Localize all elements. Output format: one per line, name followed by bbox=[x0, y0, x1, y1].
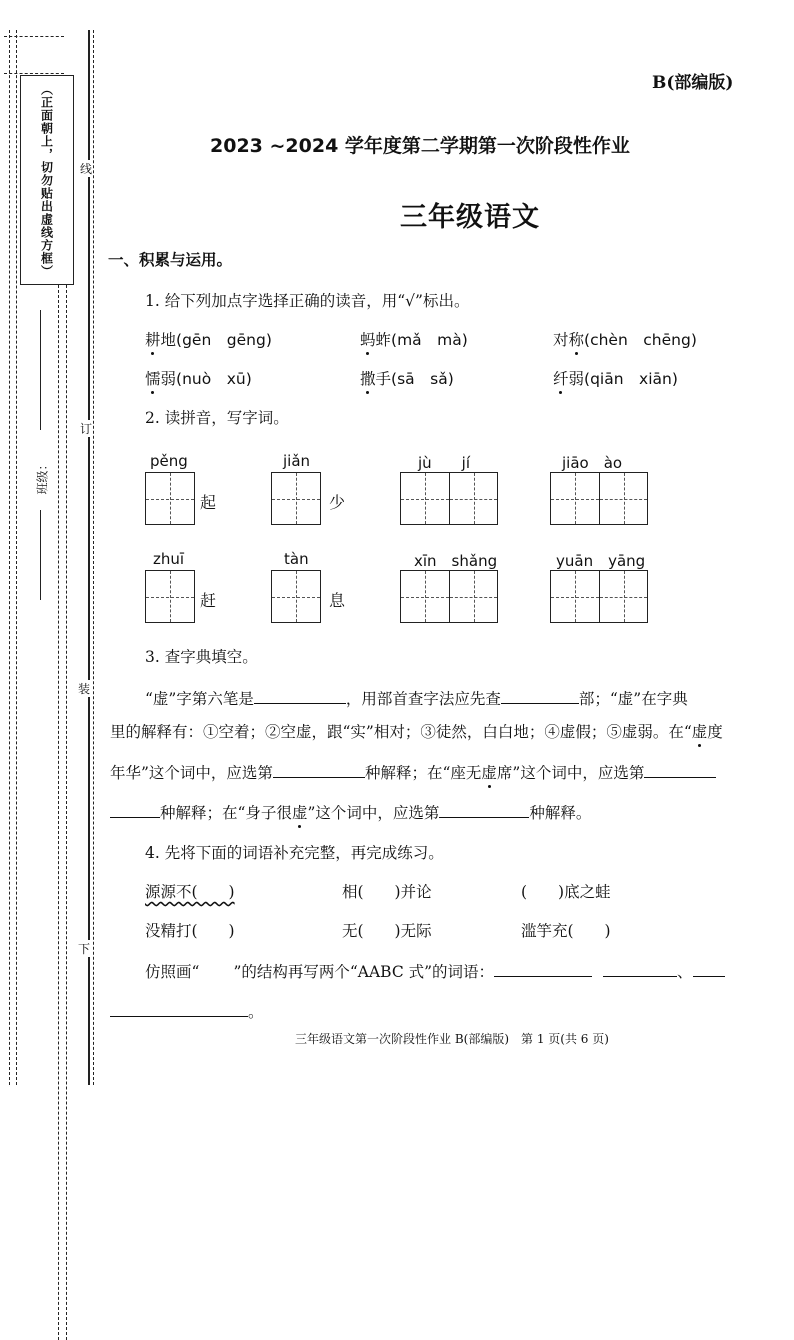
binding-mark-zhuang: 装 bbox=[78, 682, 91, 696]
exam-title: 2023 ~2024 学年度第二学期第一次阶段性作业 bbox=[210, 135, 630, 157]
q4-prompt: 4. 先将下面的词语补充完整，再完成练习。 bbox=[145, 844, 444, 862]
subject-title: 三年级语文 bbox=[400, 202, 540, 233]
writing-grid[interactable] bbox=[271, 472, 321, 525]
name-line bbox=[40, 310, 41, 430]
word-rest: 地 bbox=[160, 331, 177, 349]
text: 种解释。 bbox=[529, 804, 592, 822]
binding-mark-line: 线 bbox=[80, 162, 93, 176]
section-title: 一、积累与运用。 bbox=[108, 250, 233, 269]
dotted-char: 虚 bbox=[691, 723, 708, 741]
text: 里的解释有：①空着；②空虚，跟“实”相对；③徒然，白白地；④虚假；⑤虚弱。在“ bbox=[110, 723, 692, 741]
text: 年华”这个词中，应选第 bbox=[110, 764, 273, 782]
dotted-char: 虚 bbox=[291, 804, 308, 822]
q1-item bbox=[553, 328, 697, 350]
binding-dash-line bbox=[66, 285, 67, 1340]
binding-dash-line bbox=[93, 30, 94, 1085]
q1-item bbox=[360, 367, 454, 389]
dotted-char: 虚 bbox=[481, 764, 497, 782]
pinyin-options: (chèn chēng) bbox=[584, 331, 697, 349]
pinyin-options: (gēn gēng) bbox=[176, 331, 272, 349]
pinyin-label: pěng bbox=[150, 452, 188, 470]
word-rest: 蚱 bbox=[375, 331, 392, 349]
grid-suffix: 起 bbox=[200, 493, 217, 512]
q3-line4 bbox=[110, 801, 591, 823]
idiom-item[interactable]: 滥竽充( ) bbox=[521, 922, 611, 940]
q1-item bbox=[145, 367, 252, 389]
answer-blank[interactable] bbox=[693, 962, 725, 977]
pinyin-options: (sā sǎ) bbox=[391, 370, 454, 388]
q3-line1 bbox=[145, 687, 688, 709]
pinyin-options: (mǎ mà) bbox=[391, 331, 468, 349]
text: ”这个词中，应选第 bbox=[307, 804, 440, 822]
edition-label: B(部编版) bbox=[652, 73, 734, 93]
pinyin-options: (nuò xū) bbox=[176, 370, 252, 388]
q1-item bbox=[360, 328, 468, 350]
writing-grid[interactable] bbox=[550, 472, 648, 525]
idiom-item[interactable]: ( )底之蛙 bbox=[521, 883, 611, 901]
text: 度 bbox=[707, 723, 723, 741]
q1-item bbox=[553, 367, 678, 389]
answer-blank[interactable] bbox=[110, 803, 160, 818]
idiom-item[interactable]: 没精打( ) bbox=[145, 922, 235, 940]
dotted-char: 耕 bbox=[145, 331, 161, 349]
word-pre: 对 bbox=[553, 331, 569, 349]
binding-dash-line bbox=[58, 285, 59, 1340]
text: 席”这个词中，应选第 bbox=[496, 764, 645, 782]
idiom-wavy[interactable]: 源源不( ) bbox=[145, 883, 235, 901]
text: “虚”字第六笔是 bbox=[145, 690, 254, 708]
q3-prompt: 3. 查字典填空。 bbox=[145, 648, 258, 666]
binding-mark-ding: 订 bbox=[80, 422, 93, 436]
binding-dash-line bbox=[16, 30, 17, 1085]
q1-prompt: 1. 给下列加点字选择正确的读音，用“√”标出。 bbox=[145, 292, 470, 310]
q3-line3 bbox=[110, 761, 716, 783]
binding-dash-line bbox=[9, 30, 10, 1085]
pinyin-label: yuān yāng bbox=[556, 552, 646, 570]
sticker-box-text: （正面朝上，切勿贴出虚线方框） bbox=[39, 82, 54, 278]
word-rest: 手 bbox=[375, 370, 392, 388]
idiom-item[interactable]: 无( )无际 bbox=[342, 922, 432, 940]
answer-blank[interactable] bbox=[110, 1002, 248, 1017]
text: 种解释；在“身子很 bbox=[160, 804, 292, 822]
text: 。 bbox=[248, 1003, 264, 1021]
answer-blank[interactable] bbox=[603, 962, 677, 977]
q4-tail bbox=[145, 960, 725, 982]
pinyin-label: xīn shǎng bbox=[414, 552, 498, 570]
pinyin-label: zhuī bbox=[153, 550, 185, 568]
pinyin-label: jiāo ào bbox=[562, 454, 623, 472]
answer-blank[interactable] bbox=[273, 763, 365, 778]
grid-suffix: 少 bbox=[329, 493, 346, 512]
q2-prompt: 2. 读拼音，写字词。 bbox=[145, 409, 289, 427]
binding-mark-xia: 下 bbox=[78, 942, 91, 956]
q1-item bbox=[145, 328, 272, 350]
dotted-char: 称 bbox=[568, 331, 585, 349]
pinyin-options: (qiān xiān) bbox=[584, 370, 678, 388]
grid-suffix: 赶 bbox=[200, 591, 217, 610]
q4-tail-2 bbox=[110, 1000, 264, 1022]
idiom-item[interactable]: 相( )并论 bbox=[342, 883, 432, 901]
answer-blank[interactable] bbox=[501, 689, 579, 704]
answer-blank[interactable] bbox=[439, 803, 529, 818]
text: 仿照画“ bbox=[145, 963, 200, 981]
sticker-box bbox=[20, 75, 74, 285]
wavy-sample bbox=[199, 963, 233, 981]
writing-grid[interactable] bbox=[145, 570, 195, 623]
q3-line2 bbox=[110, 720, 723, 742]
dotted-char: 纤 bbox=[553, 370, 569, 388]
text: ，用部首查字法应先查 bbox=[345, 690, 501, 708]
binding-solid-line bbox=[88, 30, 90, 1085]
writing-grid[interactable] bbox=[550, 570, 648, 623]
word-rest: 弱 bbox=[160, 370, 177, 388]
answer-blank[interactable] bbox=[254, 689, 346, 704]
dotted-char: 蚂 bbox=[360, 331, 376, 349]
writing-grid[interactable] bbox=[145, 472, 195, 525]
pinyin-label: tàn bbox=[284, 550, 309, 568]
grid-suffix: 息 bbox=[329, 591, 346, 610]
text: 部；“虚”在字典 bbox=[578, 690, 688, 708]
writing-grid[interactable] bbox=[271, 570, 321, 623]
word-rest: 弱 bbox=[568, 370, 585, 388]
dotted-char: 懦 bbox=[145, 370, 161, 388]
class-line bbox=[40, 510, 41, 600]
text: 、 bbox=[677, 963, 693, 981]
idiom-item bbox=[145, 880, 235, 902]
writing-grid[interactable] bbox=[400, 472, 498, 525]
pinyin-label: jiǎn bbox=[283, 452, 311, 470]
dotted-char: 撒 bbox=[360, 370, 376, 388]
answer-blank[interactable] bbox=[644, 763, 716, 778]
class-label: 班级： bbox=[35, 458, 50, 495]
answer-blank[interactable] bbox=[494, 962, 592, 977]
text: 种解释；在“座无 bbox=[364, 764, 482, 782]
text: ”的结构再写两个“AABC 式”的词语： bbox=[233, 963, 495, 981]
binding-top-box bbox=[4, 36, 64, 74]
writing-grid[interactable] bbox=[400, 570, 498, 623]
page-footer: 三年级语文第一次阶段性作业 B(部编版) 第 1 页(共 6 页) bbox=[295, 1032, 609, 1046]
pinyin-label: jù jí bbox=[418, 454, 471, 472]
